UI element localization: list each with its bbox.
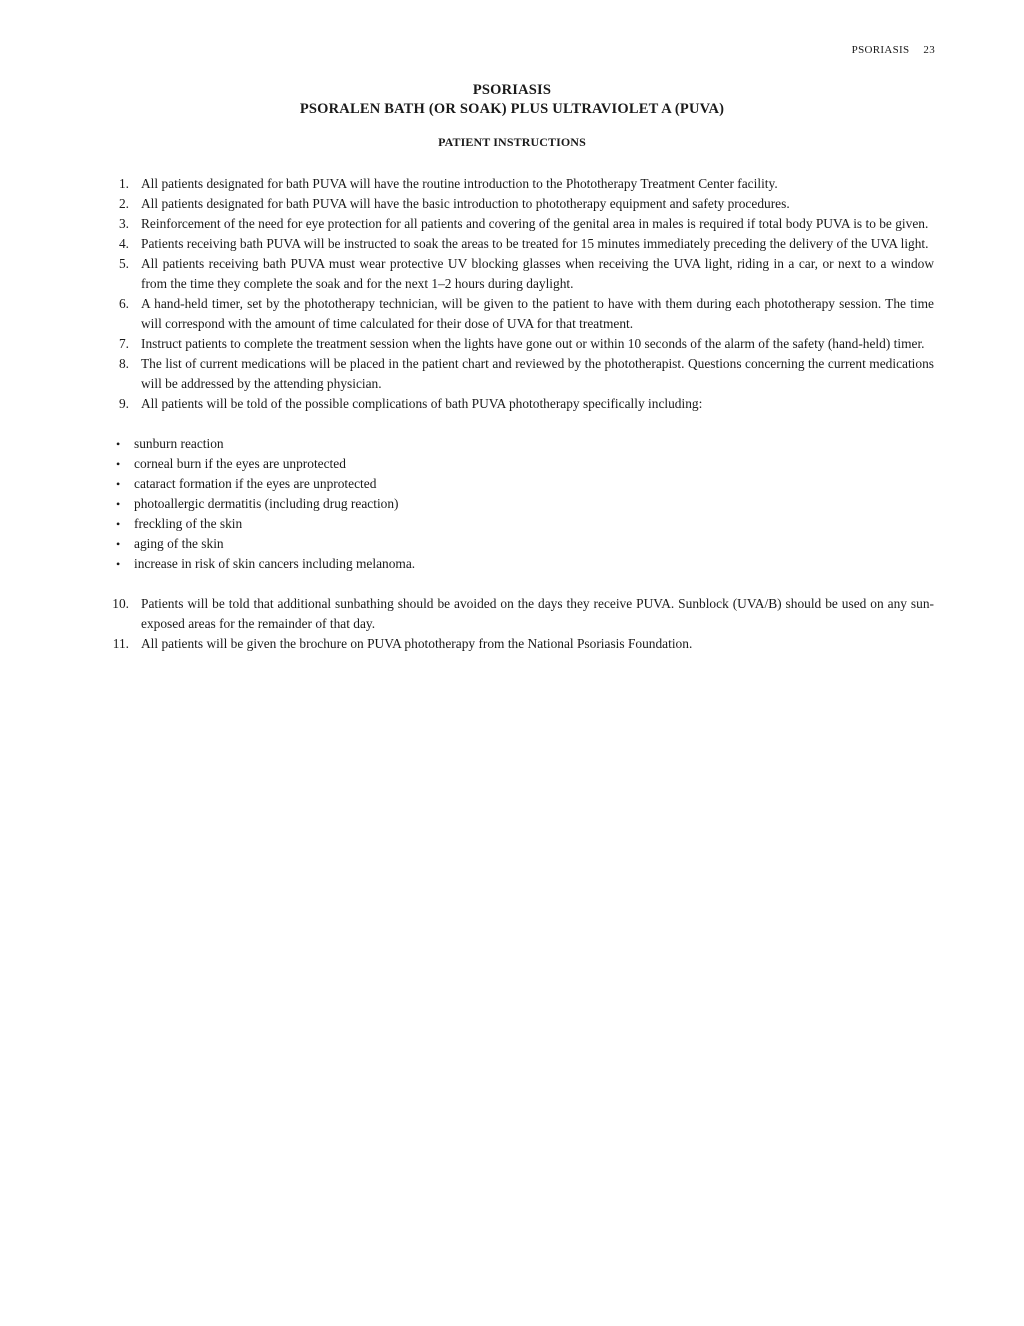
document-title: PSORIASIS [472,82,552,98]
item-text: Patients receiving bath PUVA will be instructed to soak the areas to be treated for 15 minutes immediately preceding the delivery of the UVA light. [141,236,929,251]
instructions-body [92,174,934,654]
item-number: 3. [118,216,129,231]
list-item [92,214,934,234]
item-number: 11. [112,636,129,651]
bullet-text: aging of the skin [134,536,224,551]
title-block [0,81,1024,150]
bullet-text: cataract formation if the eyes are unprotected [134,476,377,491]
bullet-item [92,494,934,514]
item-text: A hand-held timer, set by the phototherapy technician, will be given to the patient to have with them during each phototherapy session. The time will correspond with the amount of time calculated for their dose of UVA for that treatment. [141,296,934,331]
item-text: The list of current medications will be placed in the patient chart and reviewed by the phototherapist. Questions concerning the current medications will be addressed by the attending physician. [141,356,934,391]
list-item [92,194,934,214]
list-item [92,174,934,194]
bullet-icon: • [116,437,121,451]
bullet-text: corneal burn if the eyes are unprotected [134,456,346,471]
bullet-item [92,474,934,494]
item-number: 9. [118,396,129,411]
bullet-icon: • [116,557,121,571]
item-number: 6. [118,296,129,311]
item-text: All patients receiving bath PUVA must wear protective UV blocking glasses when receiving the UVA light, riding in a car, or next to a window from the time they complete the soak and for the next 1–2 hours during daylight. [141,256,934,291]
item-number: 4. [118,236,129,251]
page-number: 23 [923,44,935,56]
item-number: 2. [118,196,129,211]
list-item [92,294,934,334]
running-header [852,44,935,56]
list-item [92,594,934,634]
item-number: 7. [118,336,129,351]
section-heading: PATIENT INSTRUCTIONS [438,135,586,149]
bullet-text: sunburn reaction [134,436,224,451]
document-subtitle: PSORALEN BATH (OR SOAK) PLUS ULTRAVIOLET A (PUVA) [299,101,725,117]
bullet-icon: • [116,457,121,471]
numbered-list-b [92,594,934,654]
bullet-icon: • [116,517,121,531]
list-item [92,634,934,654]
list-item [92,394,934,414]
bullet-icon: • [116,477,121,491]
bullet-icon: • [116,537,121,551]
list-item [92,254,934,294]
bullet-text: freckling of the skin [134,516,243,531]
item-number: 10. [112,596,129,611]
bullet-text: photoallergic dermatitis (including drug reaction) [134,496,399,511]
list-item [92,234,934,254]
item-number: 5. [118,256,129,271]
list-item [92,334,934,354]
item-text: All patients designated for bath PUVA will have the routine introduction to the Phototherapy Treatment Center facility. [141,176,778,191]
item-text: All patients will be given the brochure on PUVA phototherapy from the National Psoriasis Foundation. [141,636,693,651]
bullet-item [92,514,934,534]
item-number: 1. [118,176,129,191]
running-title: PSORIASIS [851,44,910,56]
item-text: Instruct patients to complete the treatment session when the lights have gone out or within 10 seconds of the alarm of the safety (hand-held) timer. [141,336,925,351]
list-item [92,354,934,394]
bullet-icon: • [116,497,121,511]
complications-list [92,434,934,574]
item-text: All patients designated for bath PUVA will have the basic introduction to phototherapy equipment and safety procedures. [141,196,790,211]
numbered-list-a [92,174,934,414]
item-text: Reinforcement of the need for eye protection for all patients and covering of the genital area in males is required if total body PUVA is to be given. [141,216,929,231]
bullet-item [92,534,934,554]
bullet-item [92,554,934,574]
bullet-item [92,454,934,474]
bullet-text: increase in risk of skin cancers including melanoma. [134,556,416,571]
item-text: Patients will be told that additional sunbathing should be avoided on the days they receive PUVA. Sunblock (UVA/B) should be used on any sun-exposed areas for the remainder of that day. [141,596,934,631]
bullet-item [92,434,934,454]
item-text: All patients will be told of the possible complications of bath PUVA phototherapy specifically including: [141,396,703,411]
item-number: 8. [118,356,129,371]
